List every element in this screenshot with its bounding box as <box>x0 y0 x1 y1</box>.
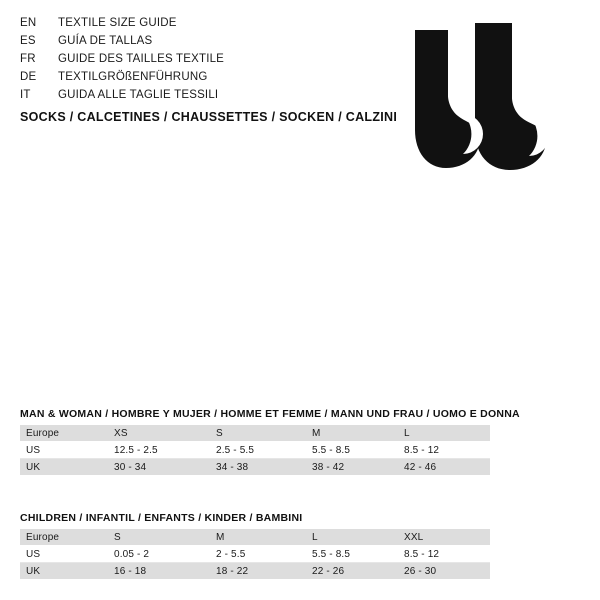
table-cell: Europe <box>20 529 108 546</box>
language-code: FR <box>20 53 36 65</box>
language-title: GUIDA ALLE TAGLIE TESSILI <box>58 89 219 101</box>
language-row <box>20 50 400 68</box>
table-cell: 2.5 - 5.5 <box>210 442 306 459</box>
table-cell: L <box>398 425 490 442</box>
table-cell: 0.05 - 2 <box>108 546 210 563</box>
table-row <box>20 529 490 546</box>
table-cell: 42 - 46 <box>398 459 490 476</box>
table-cell: UK <box>20 563 108 580</box>
table-cell: 8.5 - 12 <box>398 442 490 459</box>
children-size-section <box>20 512 580 579</box>
table-cell: L <box>306 529 398 546</box>
table-row <box>20 459 490 476</box>
adults-size-table <box>20 424 490 475</box>
table-cell: US <box>20 546 108 563</box>
table-cell: 5.5 - 8.5 <box>306 546 398 563</box>
table-cell: Europe <box>20 425 108 442</box>
table-cell: 2 - 5.5 <box>210 546 306 563</box>
table-cell: M <box>210 529 306 546</box>
table-row <box>20 546 490 563</box>
table-cell: 16 - 18 <box>108 563 210 580</box>
table-row <box>20 563 490 580</box>
table-cell: XS <box>108 425 210 442</box>
product-type-heading: SOCKS / CALCETINES / CHAUSSETTES / SOCKEN / CALZINI <box>20 110 398 124</box>
children-section-title: CHILDREN / INFANTIL / ENFANTS / KINDER / BAMBINI <box>20 512 303 524</box>
language-code: IT <box>20 89 31 101</box>
language-code: DE <box>20 71 37 83</box>
language-list <box>20 14 400 104</box>
language-title: GUIDE DES TAILLES TEXTILE <box>58 53 225 65</box>
language-row <box>20 14 400 32</box>
language-row <box>20 68 400 86</box>
table-row <box>20 425 490 442</box>
table-cell: 30 - 34 <box>108 459 210 476</box>
table-cell: 5.5 - 8.5 <box>306 442 398 459</box>
table-cell: 26 - 30 <box>398 563 490 580</box>
language-title: GUÍA DE TALLAS <box>58 35 153 47</box>
table-cell: US <box>20 442 108 459</box>
table-cell: S <box>210 425 306 442</box>
language-row <box>20 86 400 104</box>
table-row <box>20 442 490 459</box>
socks-illustration <box>400 18 580 183</box>
table-cell: UK <box>20 459 108 476</box>
table-cell: 38 - 42 <box>306 459 398 476</box>
table-cell: 12.5 - 2.5 <box>108 442 210 459</box>
adults-size-section <box>20 408 580 475</box>
adults-section-title: MAN & WOMAN / HOMBRE Y MUJER / HOMME ET FEMME / MANN UND FRAU / UOMO E DONNA <box>20 408 520 420</box>
table-cell: S <box>108 529 210 546</box>
table-cell: 8.5 - 12 <box>398 546 490 563</box>
language-code: ES <box>20 35 36 47</box>
language-code: EN <box>20 17 37 29</box>
table-cell: 18 - 22 <box>210 563 306 580</box>
children-size-table <box>20 528 490 579</box>
language-row <box>20 32 400 50</box>
language-title: TEXTILE SIZE GUIDE <box>58 17 177 29</box>
table-cell: M <box>306 425 398 442</box>
table-cell: 34 - 38 <box>210 459 306 476</box>
table-cell: XXL <box>398 529 490 546</box>
language-title: TEXTILGRÖßENFÜHRUNG <box>58 71 208 83</box>
table-cell: 22 - 26 <box>306 563 398 580</box>
